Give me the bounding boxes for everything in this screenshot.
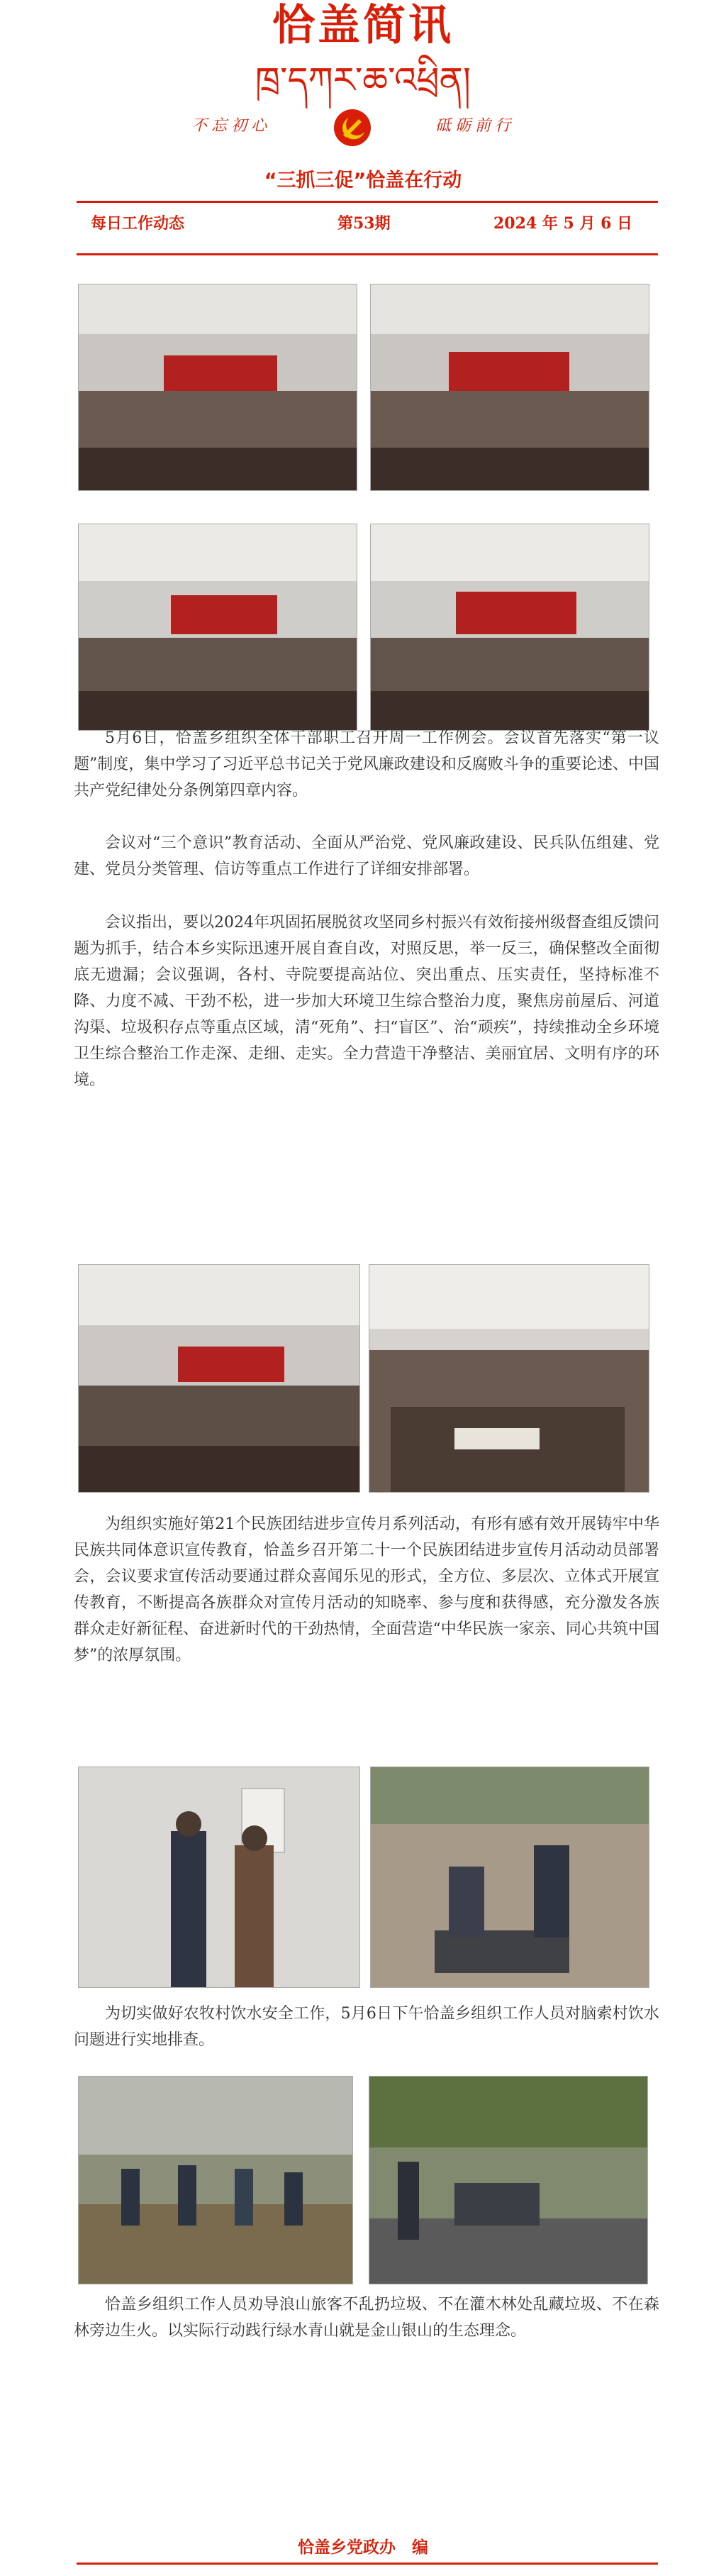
environment-photo <box>369 2076 648 2284</box>
meeting-photo <box>370 284 649 491</box>
party-emblem-icon <box>328 106 377 149</box>
newsletter-title-tibetan: ཁྲ་དཀར་ཆ་འཕྲིན། <box>255 60 471 101</box>
paragraph-arrangements: 会议对“三个意识”教育活动、全面从严治党、党风廉政建设、民兵队伍组建、党建、党员分类管理、信访等重点工作进行了详细安排部署。 <box>74 834 659 878</box>
slogan-right: 砥砺前行 <box>435 117 515 135</box>
issue-number: 第53期 <box>337 214 391 233</box>
paragraph-meeting: 5月6日，恰盖乡组织全体干部职工召开周一工作例会。会议首先落实“第一议题”制度，集中学习了习近平总书记关于党风廉政建设和反腐败斗争的重要论述、中国共产党纪律处分条例第四章内容。 <box>74 729 659 800</box>
paragraph-environment: 恰盖乡组织工作人员劝导浪山旅客不乱扔垃圾、不在灌木林处乱藏垃圾、不在森林旁边生火。以实际行动践行绿水青山就是金山银山的生态理念。 <box>74 2296 659 2340</box>
footer-editor: 恰盖乡党政办 编 <box>298 2538 428 2557</box>
paragraph-water-safety: 为切实做好农牧村饮水安全工作，5月6日下午恰盖乡组织工作人员对脑索村饮水问题进行实地排查。 <box>74 2005 659 2049</box>
meeting-photo <box>370 524 649 731</box>
headline: “三抓三促”恰盖在行动 <box>264 170 462 192</box>
paragraph-rectification: 会议指出，要以2024年巩固拓展脱贫攻坚同乡村振兴有效衔接州级督查组反馈问题为抓手，结合本乡实际迅速开展自查自改，对照反思，举一反三，确保整改全面彻底无遗漏；会议强调，各村、寺院要提高站位、突出重点、压实责任，坚持标准不降、力度不减、干劲不松，进一步加大环境卫生综合整治力度，聚焦房前屋后、河道沟渠、垃圾积存点等重点区域，清“死角”、扫“盲区”、治“顽疾”，持续推动全乡环境卫生综合整治工作走深、走细、走实。全力营造干净整洁、美丽宜居、文明有序的环境。 <box>74 914 659 1089</box>
issue-date: 2024 年 5 月 6 日 <box>493 214 633 233</box>
bottom-divider <box>77 2563 658 2565</box>
meeting-photo <box>78 524 357 731</box>
meeting-photo <box>369 1264 649 1493</box>
meeting-photo <box>78 284 357 491</box>
paragraph-ethnic-unity: 为组织实施好第21个民族团结进步宣传月系列活动，有形有感有效开展铸牢中华民族共同体意识宣传教育，恰盖乡召开第二十一个民族团结进步宣传月活动动员部署会，会议要求宣传活动要通过群众喜闻乐见的形式，全方位、多层次、立体式开展宣传教育，不断提高各族群众对宣传月活动的知晓率、参与度和获得感，充分激发各族群众走好新征程、奋进新时代的干劲热情，全面营造“中华民族一家亲、同心共筑中国梦”的浓厚氛围。 <box>74 1515 659 1664</box>
water-inspection-photo <box>370 1767 649 1988</box>
water-inspection-photo <box>78 1767 360 1988</box>
newsletter-title: 恰盖简讯 <box>272 1 454 50</box>
slogan-left: 不忘初心 <box>191 117 272 135</box>
header-divider <box>77 253 658 255</box>
issue-label: 每日工作动态 <box>91 214 185 233</box>
environment-photo <box>78 2076 353 2284</box>
top-divider <box>77 201 658 203</box>
meeting-photo <box>78 1264 360 1493</box>
